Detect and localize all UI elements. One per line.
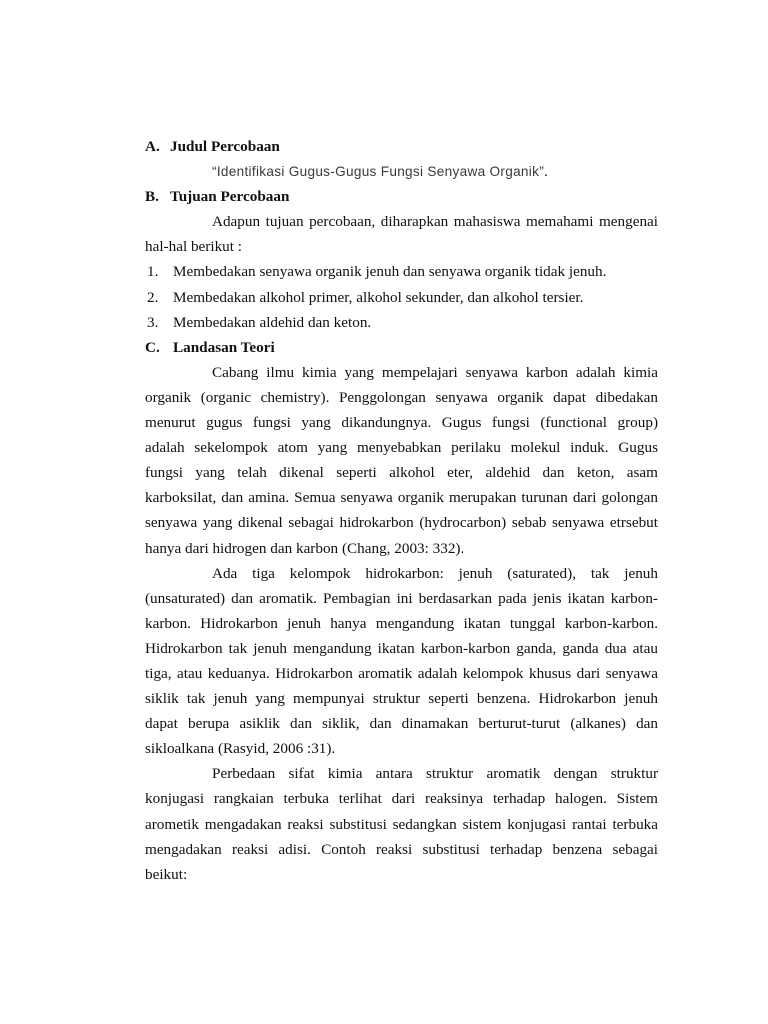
paragraph-line: mengadakan reaksi adisi. Contoh reaksi substitusi terhadap benzena sebagai — [145, 840, 658, 858]
document-page — [145, 134, 658, 887]
paragraph-line: dapat berupa asiklik dan siklik, dan dinamakan berturut-turut (alkanes) dan — [145, 715, 658, 733]
purpose-list-item — [145, 259, 658, 284]
section-title: Landasan Teori — [173, 338, 275, 356]
paragraph-line: beikut: — [145, 865, 188, 883]
purpose-intro-line: Adapun tujuan percobaan, diharapkan mahasiswa memahami mengenai — [212, 213, 658, 231]
paragraph-line: Perbedaan sifat kimia antara struktur aromatik dengan struktur — [212, 765, 658, 783]
paragraph-line: karboksilat, dan amina. Semua senyawa organik merupakan turunan dari golongan — [145, 489, 658, 507]
paragraph-line: karbon. Hidrokarbon jenuh hanya mengandung ikatan tunggal karbon-karbon. — [145, 614, 658, 632]
list-number: 3. — [147, 313, 159, 331]
list-item-text: Membedakan aldehid dan keton. — [173, 313, 372, 331]
section-label: B. — [145, 188, 159, 206]
paragraph-line: hanya dari hidrogen dan karbon (Chang, 2003: 332). — [145, 539, 465, 557]
paragraph-line: organik (organic chemistry). Penggolongan senyawa organik dapat dibedakan — [145, 388, 658, 406]
paragraph-line: adalah sekelompok atom yang menyebabkan perilaku molekul induk. Gugus — [145, 439, 658, 457]
experiment-title-quote: “Identifikasi Gugus-Gugus Fungsi Senyawa Organik” — [212, 164, 545, 180]
paragraph-line: (unsaturated) dan aromatik. Pembagian ini berdasarkan pada jenis ikatan karbon- — [145, 589, 658, 607]
list-number: 1. — [147, 263, 159, 281]
paragraph-line: Cabang ilmu kimia yang mempelajari senyawa karbon adalah kimia — [212, 363, 658, 381]
theory-paragraph — [145, 761, 658, 886]
list-item-text: Membedakan senyawa organik jenuh dan senyawa organik tidak jenuh. — [173, 263, 607, 281]
list-item-text: Membedakan alkohol primer, alkohol sekunder, dan alkohol tersier. — [173, 288, 584, 306]
paragraph-line: Ada tiga kelompok hidrokarbon: jenuh (saturated), tak jenuh — [212, 564, 658, 582]
list-number: 2. — [147, 288, 159, 306]
section-a-heading — [145, 134, 658, 159]
purpose-list-item — [145, 310, 658, 335]
paragraph-line: tiga, atau keduanya. Hidrokarbon aromatik adalah kelompok khusus dari senyawa — [145, 664, 658, 682]
experiment-title-period: . — [544, 163, 548, 181]
section-label: C. — [145, 338, 160, 356]
paragraph-line: sikloalkana (Rasyid, 2006 :31). — [145, 740, 336, 758]
purpose-list-item — [145, 285, 658, 310]
purpose-intro-line: hal-hal berikut : — [145, 238, 242, 256]
section-b-heading — [145, 184, 658, 209]
paragraph-line: Hidrokarbon tak jenuh mengandung ikatan karbon-karbon ganda, ganda dua atau — [145, 639, 658, 657]
section-title: Tujuan Percobaan — [170, 188, 290, 206]
experiment-title-line — [145, 159, 658, 184]
section-label: A. — [145, 138, 160, 155]
paragraph-line: siklik tak jenuh yang mempunyai struktur seperti benzena. Hidrokarbon jenuh — [145, 690, 658, 708]
section-title: Judul Percobaan — [170, 138, 280, 155]
paragraph-line: senyawa yang dikenal sebagai hidrokarbon (hydrocarbon) sebab senyawa etrsebut — [145, 514, 658, 532]
paragraph-line: menurut gugus fungsi yang dikandungnya. Gugus fungsi (functional group) — [145, 414, 658, 432]
theory-paragraph — [145, 360, 658, 561]
section-c-heading — [145, 335, 658, 360]
paragraph-line: konjugasi rangkaian terbuka terlihat dari reaksinya terhadap halogen. Sistem — [145, 790, 658, 808]
paragraph-line: fungsi yang telah dikenal seperti alkohol eter, aldehid dan keton, asam — [145, 464, 658, 482]
paragraph-line: arometik mengadakan reaksi substitusi sedangkan sistem konjugasi rantai terbuka — [145, 815, 658, 833]
theory-paragraph — [145, 561, 658, 762]
